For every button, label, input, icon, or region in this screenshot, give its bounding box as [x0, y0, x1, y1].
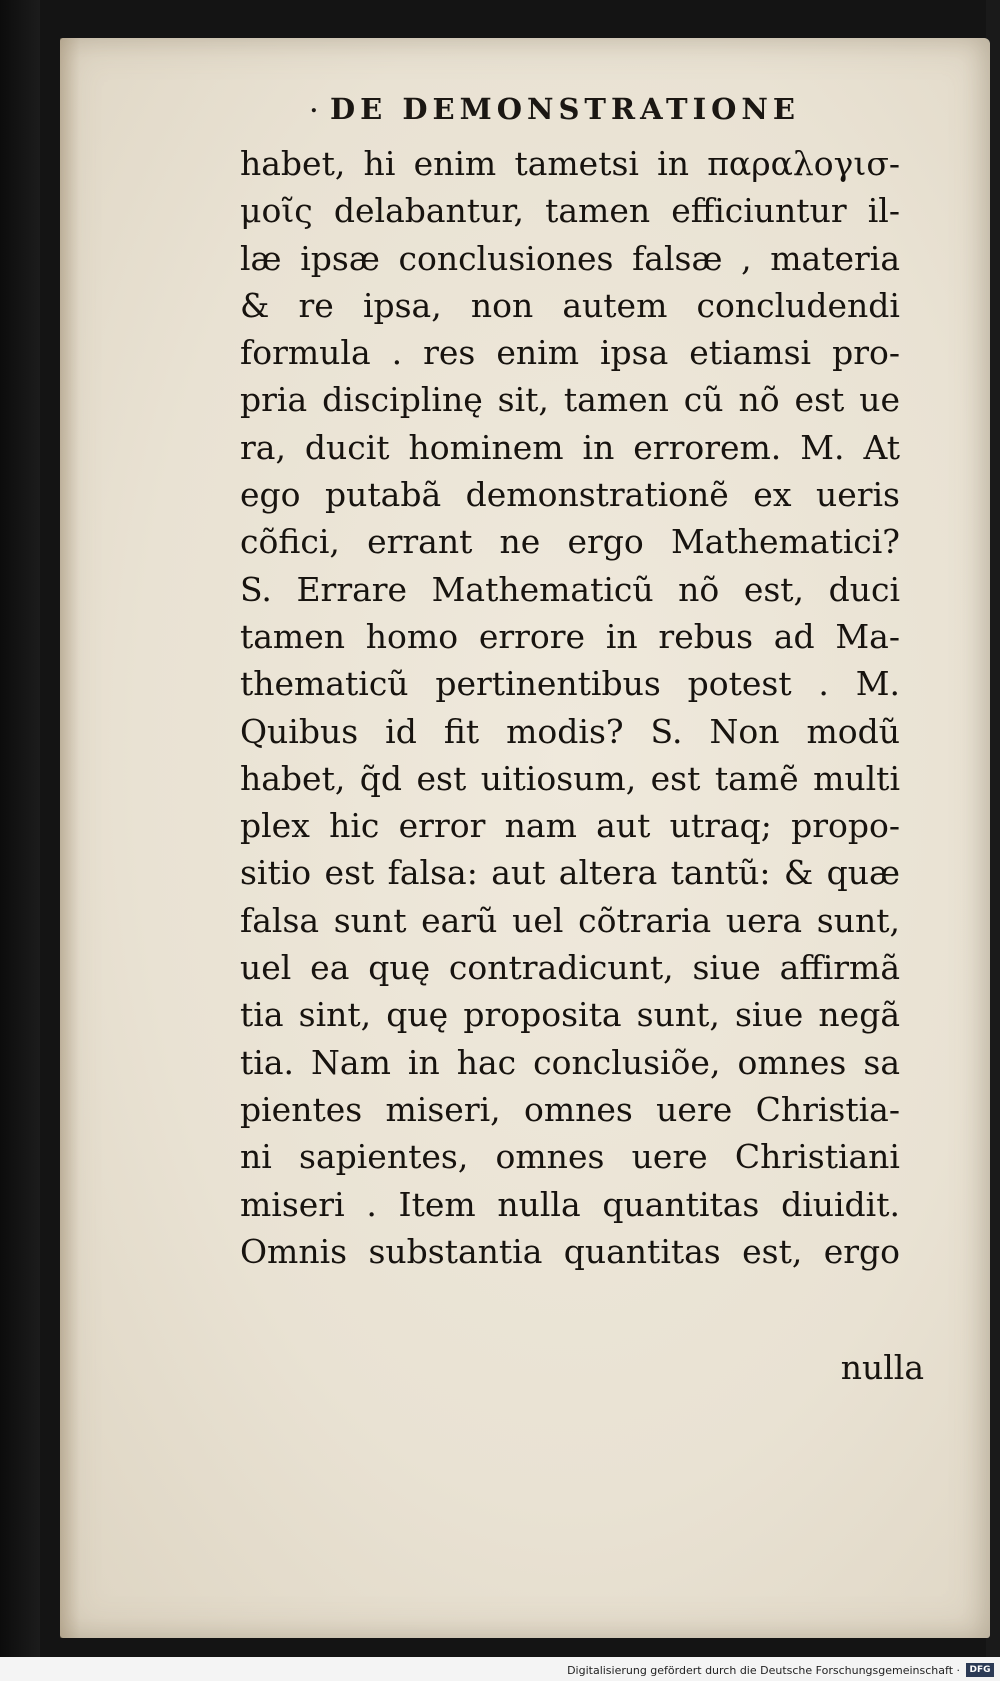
running-head: [310, 92, 890, 126]
catchword: nulla: [840, 1348, 924, 1387]
text-line: S. Errare Mathematicũ nõ est, duci: [240, 569, 900, 609]
text-line: thematicũ pertinentibus potest . M.: [240, 664, 900, 704]
text-line: ra, ducit hominem in errorem. M. At: [240, 427, 900, 467]
text-line: læ ipsæ conclusiones falsæ , materia: [240, 238, 900, 278]
text-line: habet, hi enim tametsi in παραλογισ-: [240, 144, 900, 183]
text-line: tia sint, quę proposita sunt, siue negã: [240, 995, 900, 1035]
text-line: μοῖς delabantur, tamen efficiuntur il-: [240, 191, 900, 231]
footer-credit: Digitalisierung gefördert durch die Deutsche Forschungsgemeinschaft ·: [567, 1664, 960, 1677]
text-line: pientes miseri, omnes uere Christia-: [240, 1089, 900, 1129]
header-mark: .: [310, 92, 323, 118]
text-line: Omnis substantia quantitas est, ergo: [240, 1231, 900, 1271]
text-line: & re ipsa, non autem concludendi: [240, 285, 900, 325]
text-line: Quibus id fit modis? S. Non modũ: [240, 711, 900, 751]
text-line: sitio est falsa: aut altera tantũ: & quæ: [240, 853, 900, 893]
book-left-edge: [0, 0, 40, 1681]
text-line: ni sapientes, omnes uere Christiani: [240, 1137, 900, 1177]
body-text: [240, 140, 900, 1275]
text-line: formula . res enim ipsa etiamsi pro-: [240, 333, 900, 373]
text-line: falsa sunt earũ uel cõtraria uera sunt,: [240, 900, 900, 940]
text-line: tia. Nam in hac conclusiõe, omnes sa: [240, 1042, 900, 1082]
text-line: plex hic error nam aut utraq; propo-: [240, 806, 900, 846]
text-line: ego putabã demonstrationẽ ex ueris: [240, 475, 900, 515]
running-head-text: DE DEMONSTRATIONE: [330, 92, 801, 126]
text-line: uel ea quę contradicunt, siue affirmã: [240, 948, 900, 988]
text-line: miseri . Item nulla quantitas diuidit.: [240, 1184, 900, 1224]
text-line: habet, q̃d est uitiosum, est tamẽ multi: [240, 758, 900, 798]
text-line: cõfici, errant ne ergo Mathematici?: [240, 522, 900, 562]
footer-strip: [0, 1657, 1000, 1681]
text-line: tamen homo errore in rebus ad Ma-: [240, 616, 900, 656]
dfg-logo: DFG: [966, 1663, 994, 1677]
text-line: pria disciplinę sit, tamen cũ nõ est ue: [240, 380, 900, 420]
